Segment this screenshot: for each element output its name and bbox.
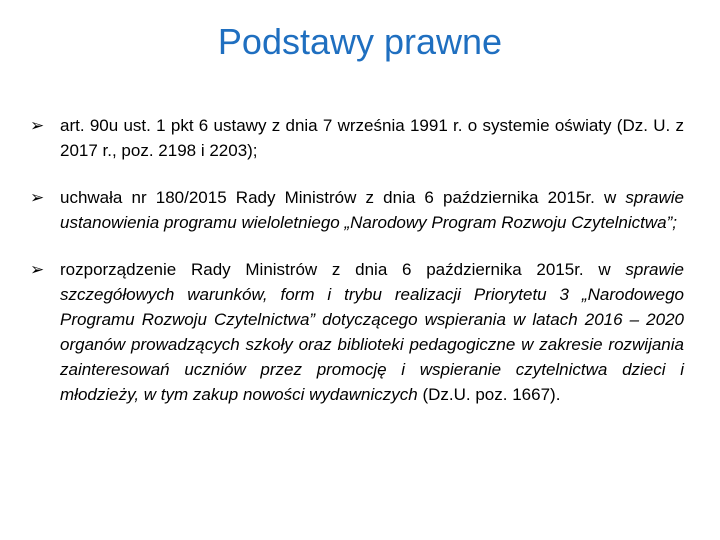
bullet-text-2b: sprawie ustanowienia programu wieloletniego „Narodowy Program Rozwoju Czytelnictwa”; — [60, 188, 684, 232]
bullet-text-3a: rozporządzenie Rady Ministrów z dnia 6 października 2015r. w — [60, 260, 626, 279]
bullet-text-2a: uchwała nr 180/2015 Rady Ministrów z dnia 6 października 2015r. w — [60, 188, 626, 207]
bullet-item-1 — [30, 113, 684, 163]
slide-title: Podstawy prawne — [217, 21, 503, 62]
bullet-text-3b: sprawie szczegółowych warunków, form i trybu realizacji Priorytetu 3 „Narodowego Programu Rozwoju Czytelnictwa” dotyczącego wspierania w latach 2016 – 2020 organów prowadzących szkoły oraz biblioteki pedagogiczne w zakresie rozwijania zainteresowań uczniów przez promocję i wspieranie czytelnictwa dzieci i młodzieży, w tym zakup nowości wydawniczych — [60, 260, 684, 404]
arrow-bullet-icon: ➢ — [30, 116, 45, 135]
arrow-bullet-icon: ➢ — [30, 188, 45, 207]
bullet-item-3 — [30, 257, 684, 407]
bullet-text-1: art. 90u ust. 1 pkt 6 ustawy z dnia 7 września 1991 r. o systemie oświaty (Dz. U. z 2017 r., poz. 2198 i 2203); — [60, 116, 684, 160]
bullet-item-2 — [30, 185, 684, 235]
arrow-bullet-icon: ➢ — [30, 260, 45, 279]
bullet-list — [30, 113, 684, 429]
bullet-text-3c: (Dz.U. poz. 1667). — [417, 385, 561, 404]
